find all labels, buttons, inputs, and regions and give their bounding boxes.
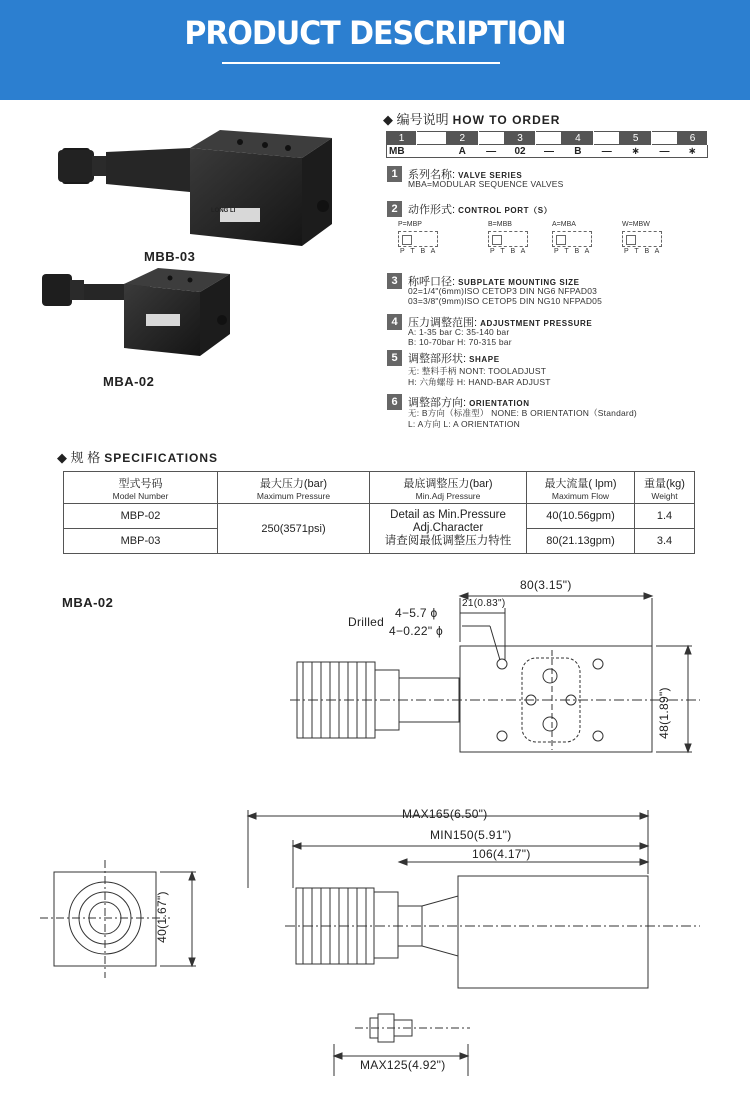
- min-adj-cell: Detail as Min.Pressure Adj.Character 请查阅最低调整压力特性: [370, 504, 527, 554]
- item-line: H: 六角螺母 H: HAND-BAR ADJUST: [408, 377, 551, 387]
- valve-symbol-icon: [488, 231, 528, 247]
- diamond-icon: ◆: [383, 112, 393, 127]
- item-line: 02=1/4"(6mm)ISO CETOP3 DIN NG6 NFPAD03: [408, 286, 598, 296]
- item-line: 03=3/8"(9mm)ISO CETOP5 DIN NG10 NFPAD05: [408, 296, 603, 306]
- header-en: Min.Adj Pressure: [415, 490, 481, 501]
- item-title-en: VALVE SERIES: [458, 171, 523, 180]
- item-title-cn: 调整部形状:: [408, 353, 467, 365]
- header-cn: 型式号码: [118, 477, 163, 490]
- order-code: ∗: [678, 145, 708, 158]
- item-title-en: ADJUSTMENT PRESSURE: [480, 319, 593, 328]
- item-title-cn: 称呼口径:: [408, 276, 456, 288]
- header-cn: 最大流量( lpm): [544, 477, 617, 490]
- item-title-en: SUBPLATE MOUNTING SIZE: [458, 278, 580, 287]
- dim-min150: MIN150(5.91"): [430, 828, 512, 842]
- order-num: 3: [504, 132, 536, 145]
- header-en: Weight: [651, 490, 678, 501]
- table-row: [64, 504, 695, 529]
- flow-cell: 80(21.13gpm): [527, 529, 635, 554]
- item-line: A: 1-35 bar C: 35-140 bar: [408, 327, 510, 337]
- dim-hole-imperial: 4−0.22" ϕ: [389, 624, 444, 638]
- weight-cell: 3.4: [635, 529, 695, 554]
- item-line: L: A方向 L: A ORIENTATION: [408, 419, 520, 429]
- header-en: Model Number: [112, 490, 169, 501]
- how-to-order-cn: 编号说明: [396, 112, 449, 127]
- order-code-table: [386, 131, 708, 158]
- specifications-title: [57, 447, 218, 466]
- max-pressure-cell: 250(3571psi): [218, 504, 370, 554]
- mba-02-image: [42, 268, 230, 356]
- item-line: 无: 整料手柄 NONT: TOOLADJUST: [408, 366, 547, 376]
- dim-max125: MAX125(4.92"): [360, 1058, 446, 1072]
- item-number: 2: [387, 201, 402, 217]
- item-title-cn: 系列名称:: [408, 169, 456, 181]
- weight-cell: 1.4: [635, 504, 695, 529]
- dim-side40: 40(1.67"): [154, 891, 169, 943]
- item-title-en: ORIENTATION: [469, 399, 530, 408]
- end-view: [40, 860, 196, 978]
- how-to-order-title: [383, 109, 560, 128]
- order-code: A: [446, 145, 478, 158]
- item-line: 无: B方向（标准型） NONE: B ORIENTATION（Standard): [408, 408, 637, 418]
- header-banner: [0, 0, 750, 100]
- diamond-icon: ◆: [57, 450, 67, 465]
- dim-offset: 21(0.83"): [462, 598, 506, 609]
- dim-max165: MAX165(6.50"): [402, 807, 488, 821]
- order-num: 2: [446, 132, 478, 145]
- brand-label: LONG LI: [211, 208, 236, 214]
- order-code: —: [478, 145, 504, 158]
- dim-hole-metric: 4−5.7 ϕ: [395, 606, 438, 620]
- order-code: ∗: [620, 145, 652, 158]
- mbb-03-label: MBB-03: [144, 249, 196, 264]
- specifications-cn: 规 格: [70, 450, 101, 465]
- item-line: MBA=MODULAR SEQUENCE VALVES: [408, 179, 564, 189]
- item-number: 1: [387, 166, 402, 182]
- order-code: B: [562, 145, 594, 158]
- mbb-03-image: [58, 130, 332, 246]
- title-underline: [222, 62, 500, 64]
- item-title-en: SHAPE: [469, 355, 500, 364]
- order-num: 5: [620, 132, 652, 145]
- how-to-order-en: HOW TO ORDER: [452, 113, 561, 127]
- item-number: 3: [387, 273, 402, 289]
- dim-width-top: 80(3.15"): [520, 578, 572, 592]
- drawing-title: MBA-02: [62, 595, 114, 610]
- header-cn: 重量(kg): [644, 477, 685, 490]
- item-title-en: CONTROL PORT（S）: [458, 206, 553, 215]
- header-en: Maximum Flow: [551, 490, 610, 501]
- dim-drilled: Drilled: [348, 615, 385, 629]
- item-number: 6: [387, 394, 402, 410]
- specifications-en: SPECIFICATIONS: [104, 451, 219, 465]
- order-num: 1: [387, 132, 417, 145]
- item-line: B: 10-70bar H: 70-315 bar: [408, 337, 512, 347]
- dim-len106: 106(4.17"): [472, 847, 531, 861]
- item-title-cn: 压力调整范围:: [408, 317, 478, 329]
- order-code: —: [594, 145, 620, 158]
- specifications-table: [63, 471, 695, 554]
- item-title-cn: 动作形式:: [408, 204, 456, 216]
- order-code: —: [536, 145, 562, 158]
- order-code: —: [652, 145, 678, 158]
- header-en: Maximum Pressure: [256, 490, 331, 501]
- header-cn: 最大压力(bar): [259, 477, 328, 490]
- valve-symbol-icon: [622, 231, 662, 247]
- order-code: 02: [504, 145, 536, 158]
- page-title: PRODUCT DESCRIPTION: [184, 14, 566, 53]
- spec-header-row: [64, 472, 695, 504]
- header-cn: 最底调整压力(bar): [403, 477, 493, 490]
- order-code: MB: [387, 145, 417, 158]
- mba-02-label: MBA-02: [103, 374, 155, 389]
- item-number: 5: [387, 350, 402, 366]
- valve-symbol-icon: [398, 231, 438, 247]
- order-num: 4: [562, 132, 594, 145]
- valve-symbol-icon: [552, 231, 592, 247]
- order-num: 6: [678, 132, 708, 145]
- model-cell: MBP-02: [64, 504, 218, 529]
- item-title-cn: 调整部方向:: [408, 397, 467, 409]
- flow-cell: 40(10.56gpm): [527, 504, 635, 529]
- model-cell: MBP-03: [64, 529, 218, 554]
- dim-height-right: 48(1.89"): [656, 687, 671, 739]
- technical-drawing: [0, 570, 750, 1098]
- item-number: 4: [387, 314, 402, 330]
